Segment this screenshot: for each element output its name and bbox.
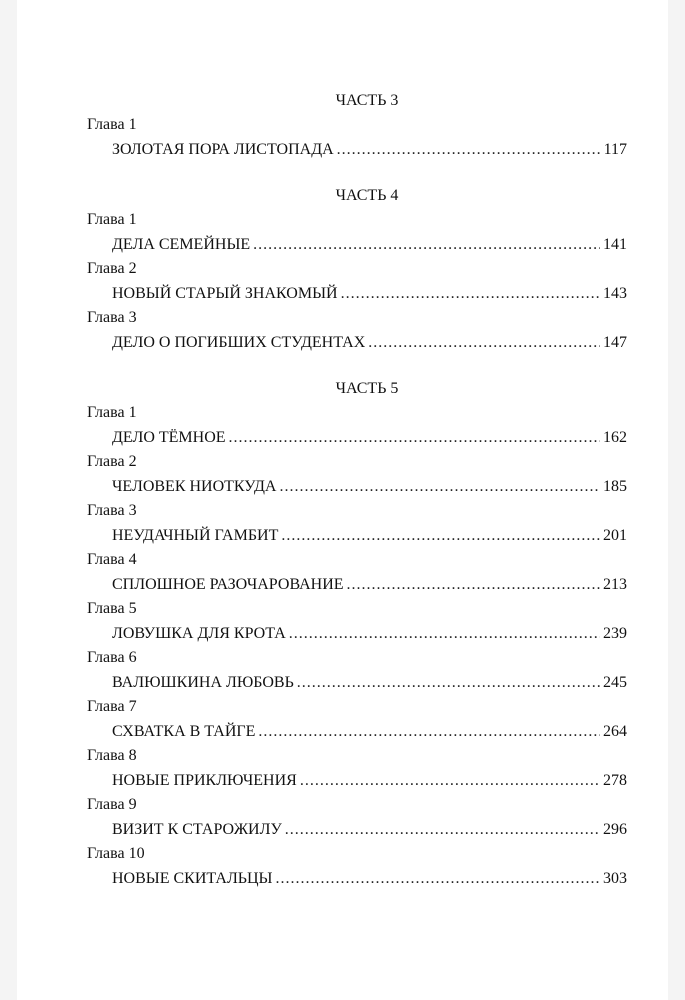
toc-entry[interactable]	[87, 572, 627, 597]
toc-entry[interactable]	[87, 281, 627, 306]
chapter-label: Глава 6	[87, 649, 137, 666]
chapter-label: Глава 2	[87, 453, 137, 470]
dot-leader	[229, 425, 600, 450]
page-number: 303	[603, 870, 627, 887]
page-number: 141	[603, 236, 627, 253]
chapter-title: СПЛОШНОЕ РАЗОЧАРОВАНИЕ	[112, 576, 344, 593]
page-number: 143	[603, 285, 627, 302]
dot-leader	[337, 137, 601, 162]
chapter-title: НОВЫЙ СТАРЫЙ ЗНАКОМЫЙ	[112, 285, 338, 302]
dot-leader	[281, 523, 600, 548]
dot-leader	[285, 817, 600, 842]
chapter-label: Глава 1	[87, 404, 137, 421]
chapter-title: ДЕЛО О ПОГИБШИХ СТУДЕНТАХ	[112, 334, 366, 351]
table-of-contents	[87, 89, 627, 913]
toc-entry[interactable]	[87, 866, 627, 891]
chapter-title: НОВЫЕ СКИТАЛЬЦЫ	[112, 870, 273, 887]
toc-entry[interactable]	[87, 137, 627, 162]
chapter-title: ВАЛЮШКИНА ЛЮБОВЬ	[112, 674, 294, 691]
part-title: ЧАСТЬ 3	[335, 92, 399, 109]
toc-entry[interactable]	[87, 621, 627, 646]
dot-leader	[253, 232, 600, 257]
dot-leader	[275, 866, 600, 891]
page-number: 185	[603, 478, 627, 495]
part-5	[87, 377, 627, 891]
page-number: 201	[603, 527, 627, 544]
page-number: 162	[603, 429, 627, 446]
dot-leader	[341, 281, 600, 306]
chapter-label: Глава 1	[87, 211, 137, 228]
page-number: 278	[603, 772, 627, 789]
page-number: 245	[603, 674, 627, 691]
chapter-label: Глава 10	[87, 845, 145, 862]
page-number: 147	[603, 334, 627, 351]
toc-entry[interactable]	[87, 670, 627, 695]
dot-leader	[347, 572, 600, 597]
chapter-label: Глава 4	[87, 551, 137, 568]
chapter-title: НЕУДАЧНЫЙ ГАМБИТ	[112, 527, 279, 544]
page-number: 296	[603, 821, 627, 838]
chapter-label: Глава 3	[87, 309, 137, 326]
page-number: 264	[603, 723, 627, 740]
toc-entry[interactable]	[87, 768, 627, 793]
chapter-title: ЛОВУШКА ДЛЯ КРОТА	[112, 625, 286, 642]
chapter-title: ДЕЛО ТЁМНОЕ	[112, 429, 226, 446]
document-page	[17, 0, 668, 1000]
page-number: 239	[603, 625, 627, 642]
chapter-title: ЗОЛОТАЯ ПОРА ЛИСТОПАДА	[112, 141, 334, 158]
dot-leader	[289, 621, 600, 646]
chapter-label: Глава 9	[87, 796, 137, 813]
chapter-label: Глава 2	[87, 260, 137, 277]
chapter-label: Глава 8	[87, 747, 137, 764]
chapter-label: Глава 1	[87, 116, 137, 133]
toc-entry[interactable]	[87, 232, 627, 257]
chapter-title: ВИЗИТ К СТАРОЖИЛУ	[112, 821, 282, 838]
toc-entry[interactable]	[87, 474, 627, 499]
chapter-title: ЧЕЛОВЕК НИОТКУДА	[112, 478, 277, 495]
toc-entry[interactable]	[87, 425, 627, 450]
part-4	[87, 184, 627, 355]
chapter-label: Глава 7	[87, 698, 137, 715]
part-3	[87, 89, 627, 162]
dot-leader	[279, 474, 600, 499]
page-number: 213	[603, 576, 627, 593]
toc-entry[interactable]	[87, 330, 627, 355]
chapter-title: НОВЫЕ ПРИКЛЮЧЕНИЯ	[112, 772, 297, 789]
dot-leader	[297, 670, 600, 695]
dot-leader	[258, 719, 600, 744]
toc-entry[interactable]	[87, 523, 627, 548]
chapter-title: ДЕЛА СЕМЕЙНЫЕ	[112, 236, 251, 253]
toc-entry[interactable]	[87, 719, 627, 744]
chapter-label: Глава 3	[87, 502, 137, 519]
page-number: 117	[603, 141, 627, 158]
part-title: ЧАСТЬ 5	[335, 380, 399, 397]
dot-leader	[300, 768, 600, 793]
chapter-label: Глава 5	[87, 600, 137, 617]
chapter-title: СХВАТКА В ТАЙГЕ	[112, 723, 256, 740]
toc-entry[interactable]	[87, 817, 627, 842]
part-title: ЧАСТЬ 4	[335, 187, 399, 204]
dot-leader	[368, 330, 600, 355]
